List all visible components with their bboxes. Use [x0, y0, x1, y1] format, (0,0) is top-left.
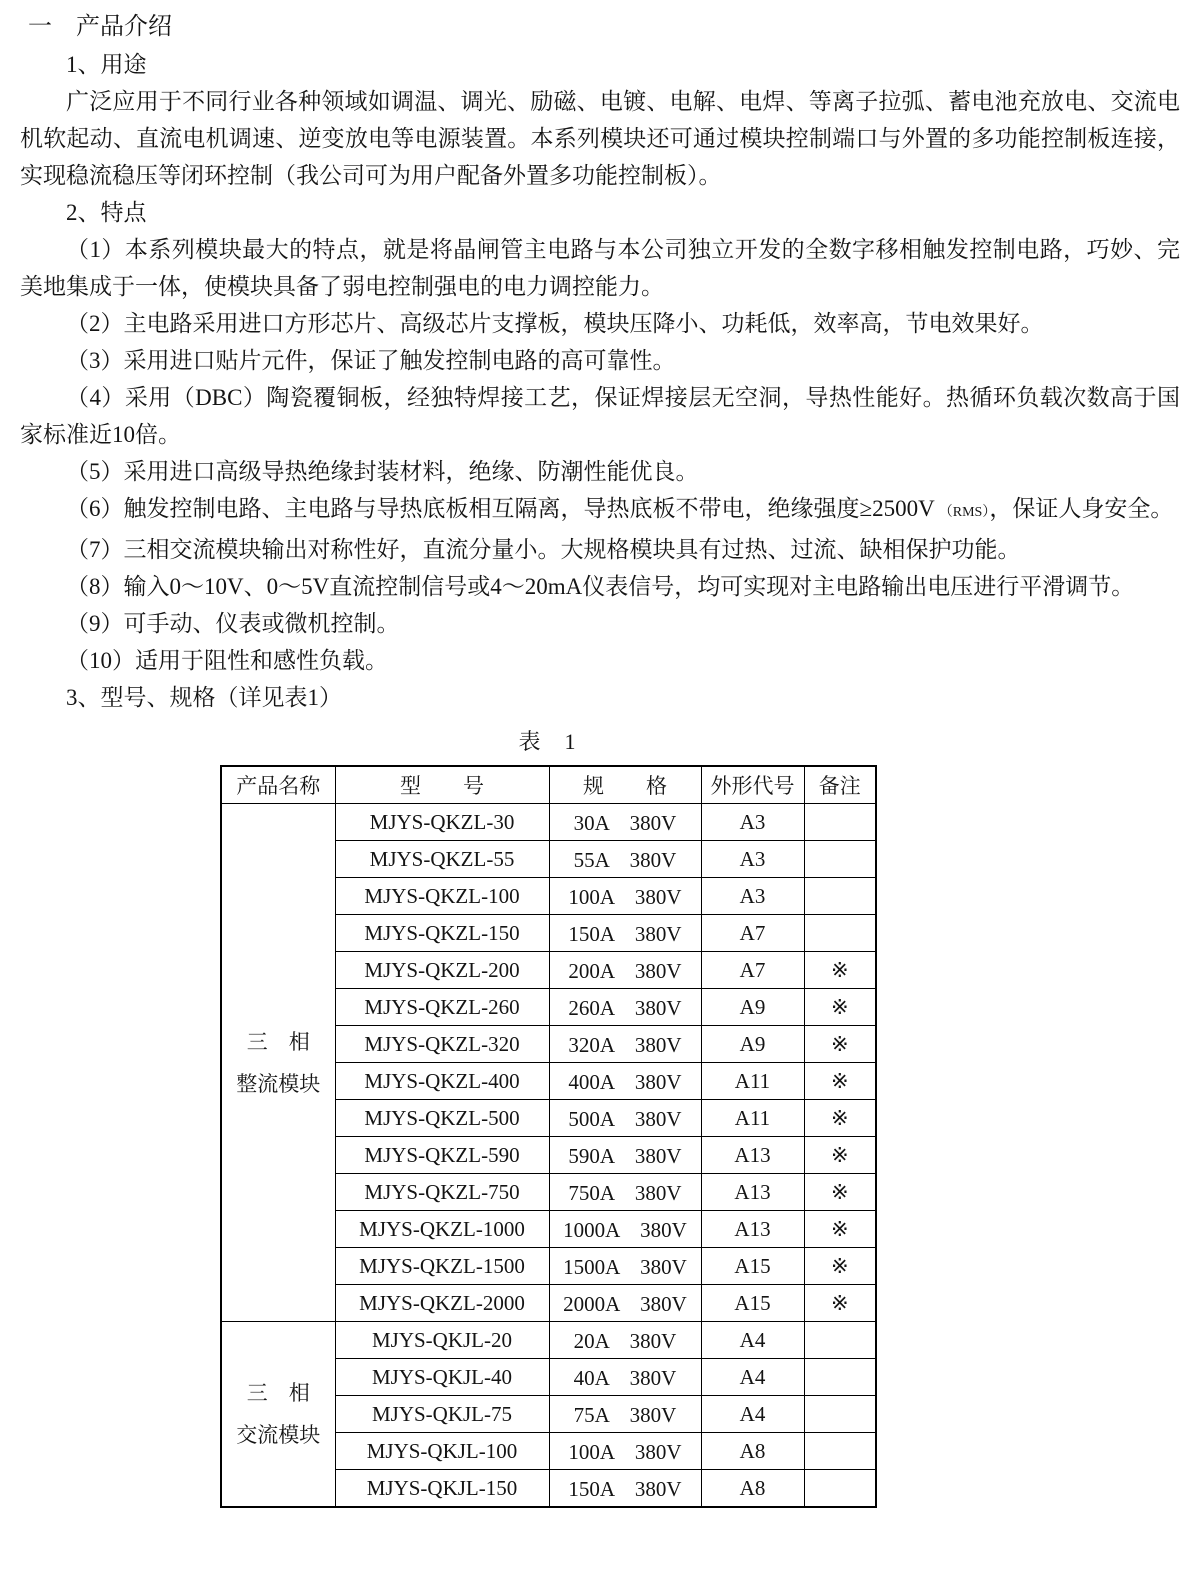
model-cell: MJYS-QKZL-260 [335, 989, 549, 1026]
spec-cell: 150A 380V [549, 915, 701, 952]
model-cell: MJYS-QKJL-40 [335, 1359, 549, 1396]
feature-item-5: （5）采用进口高级导热绝缘封装材料，绝缘、防潮性能优良。 [66, 459, 699, 484]
note-cell: ※ [804, 1174, 876, 1211]
note-cell: ※ [804, 989, 876, 1026]
usage-paragraph: 广泛应用于不同行业各种领域如调温、调光、励磁、电镀、电解、电焊、等离子拉弧、蓄电池充放电、交流电机软起动、直流电机调速、逆变放电等电源装置。本系列模块还可通过模块控制端口与外置的多功能控制板连接，实现稳流稳压等闭环控制（我公司可为用户配备外置多功能控制板）。 [20, 89, 1180, 188]
shape-code-cell: A13 [701, 1174, 804, 1211]
note-cell [804, 1359, 876, 1396]
note-cell: ※ [804, 1100, 876, 1137]
feature-item-3: （3）采用进口贴片元件，保证了触发控制电路的高可靠性。 [66, 348, 676, 373]
note-cell: ※ [804, 1026, 876, 1063]
model-cell: MJYS-QKZL-150 [335, 915, 549, 952]
shape-code-cell: A8 [701, 1470, 804, 1508]
features-heading: 2、特点 [66, 200, 147, 225]
spec-cell: 150A 380V [549, 1470, 701, 1508]
spec-cell: 500A 380V [549, 1100, 701, 1137]
feature-item-8: （8）输入0～10V、0～5V直流控制信号或4～20mA仪表信号，均可实现对主电路输出电压进行平滑调节。 [66, 574, 1135, 599]
model-cell: MJYS-QKJL-150 [335, 1470, 549, 1508]
shape-code-cell: A4 [701, 1396, 804, 1433]
spec-cell: 40A 380V [549, 1359, 701, 1396]
note-cell [804, 804, 876, 841]
model-cell: MJYS-QKJL-75 [335, 1396, 549, 1433]
product-group-name-line1: 三 相 [246, 1381, 310, 1405]
shape-code-cell: A15 [701, 1285, 804, 1322]
spec-table [220, 765, 877, 1508]
note-cell [804, 878, 876, 915]
note-cell: ※ [804, 1137, 876, 1174]
shape-code-cell: A11 [701, 1100, 804, 1137]
spec-cell: 400A 380V [549, 1063, 701, 1100]
shape-code-cell: A13 [701, 1211, 804, 1248]
model-cell: MJYS-QKJL-20 [335, 1322, 549, 1359]
shape-code-cell: A3 [701, 841, 804, 878]
product-group-name-line2: 交流模块 [236, 1423, 321, 1447]
spec-cell: 55A 380V [549, 841, 701, 878]
note-cell [804, 915, 876, 952]
model-cell: MJYS-QKZL-1500 [335, 1248, 549, 1285]
feature-item-4: （4）采用（DBC）陶瓷覆铜板，经独特焊接工艺，保证焊接层无空洞，导热性能好。热循环负载次数高于国家标准近10倍。 [20, 385, 1180, 447]
note-cell: ※ [804, 1211, 876, 1248]
model-cell: MJYS-QKZL-30 [335, 804, 549, 841]
model-cell: MJYS-QKZL-1000 [335, 1211, 549, 1248]
feature-item-6-text: （6）触发控制电路、主电路与导热底板相互隔离，导热底板不带电，绝缘强度≥2500V [66, 496, 935, 521]
spec-cell: 200A 380V [549, 952, 701, 989]
table-header-row [221, 766, 876, 804]
shape-code-cell: A8 [701, 1433, 804, 1470]
spec-cell: 100A 380V [549, 878, 701, 915]
header-model: 型 号 [335, 766, 549, 804]
model-cell: MJYS-QKZL-320 [335, 1026, 549, 1063]
product-group-cell [221, 1322, 335, 1508]
model-cell: MJYS-QKZL-200 [335, 952, 549, 989]
model-cell: MJYS-QKJL-100 [335, 1433, 549, 1470]
spec-cell: 100A 380V [549, 1433, 701, 1470]
page-title: 一 产品介绍 [28, 14, 172, 40]
shape-code-cell: A4 [701, 1322, 804, 1359]
header-note: 备注 [804, 766, 876, 804]
shape-code-cell: A15 [701, 1248, 804, 1285]
note-cell: ※ [804, 1285, 876, 1322]
shape-code-cell: A9 [701, 989, 804, 1026]
shape-code-cell: A13 [701, 1137, 804, 1174]
model-cell: MJYS-QKZL-400 [335, 1063, 549, 1100]
table-row [221, 804, 876, 841]
shape-code-cell: A3 [701, 804, 804, 841]
spec-cell: 320A 380V [549, 1026, 701, 1063]
product-group-name-line2: 整流模块 [236, 1071, 321, 1096]
shape-code-cell: A7 [701, 915, 804, 952]
rms-subscript: （RMS） [938, 505, 990, 520]
spec-cell: 75A 380V [549, 1396, 701, 1433]
spec-cell: 260A 380V [549, 989, 701, 1026]
note-cell: ※ [804, 952, 876, 989]
spec-cell: 2000A 380V [549, 1285, 701, 1322]
shape-code-cell: A9 [701, 1026, 804, 1063]
feature-item-6-tail: ，保证人身安全。 [989, 496, 1174, 521]
model-cell: MJYS-QKZL-55 [335, 841, 549, 878]
note-cell [804, 1396, 876, 1433]
spec-cell: 750A 380V [549, 1174, 701, 1211]
feature-item-1: （1）本系列模块最大的特点，就是将晶闸管主电路与本公司独立开发的全数字移相触发控制电路，巧妙、完美地集成于一体，使模块具备了弱电控制强电的电力调控能力。 [20, 237, 1180, 299]
shape-code-cell: A4 [701, 1359, 804, 1396]
shape-code-cell: A7 [701, 952, 804, 989]
shape-code-cell: A3 [701, 878, 804, 915]
note-cell [804, 1433, 876, 1470]
note-cell: ※ [804, 1248, 876, 1285]
usage-heading: 1、用途 [66, 52, 147, 77]
header-shape-code: 外形代号 [701, 766, 804, 804]
note-cell [804, 1470, 876, 1508]
model-cell: MJYS-QKZL-500 [335, 1100, 549, 1137]
feature-item-7: （7）三相交流模块输出对称性好，直流分量小。大规格模块具有过热、过流、缺相保护功能。 [66, 537, 1021, 562]
spec-cell: 1000A 380V [549, 1211, 701, 1248]
spec-table-body [221, 804, 876, 1508]
table-row [221, 1322, 876, 1359]
feature-item-9: （9）可手动、仪表或微机控制。 [66, 611, 400, 636]
spec-cell: 30A 380V [549, 804, 701, 841]
model-cell: MJYS-QKZL-750 [335, 1174, 549, 1211]
note-cell [804, 1322, 876, 1359]
feature-item-2: （2）主电路采用进口方形芯片、高级芯片支撑板，模块压降小、功耗低，效率高，节电效果好。 [66, 311, 1044, 336]
header-spec: 规 格 [549, 766, 701, 804]
product-group-name-line1: 三 相 [246, 1029, 310, 1054]
product-group-cell [221, 804, 335, 1322]
shape-code-cell: A11 [701, 1063, 804, 1100]
table-caption: 表 1 [518, 729, 577, 754]
model-cell: MJYS-QKZL-100 [335, 878, 549, 915]
models-heading: 3、型号、规格（详见表1） [66, 685, 342, 710]
note-cell [804, 841, 876, 878]
feature-item-6 [20, 490, 1180, 531]
note-cell: ※ [804, 1063, 876, 1100]
spec-cell: 20A 380V [549, 1322, 701, 1359]
feature-item-10: （10）适用于阻性和感性负载。 [66, 648, 388, 673]
spec-cell: 590A 380V [549, 1137, 701, 1174]
header-product-name: 产品名称 [221, 766, 335, 804]
model-cell: MJYS-QKZL-590 [335, 1137, 549, 1174]
model-cell: MJYS-QKZL-2000 [335, 1285, 549, 1322]
spec-cell: 1500A 380V [549, 1248, 701, 1285]
